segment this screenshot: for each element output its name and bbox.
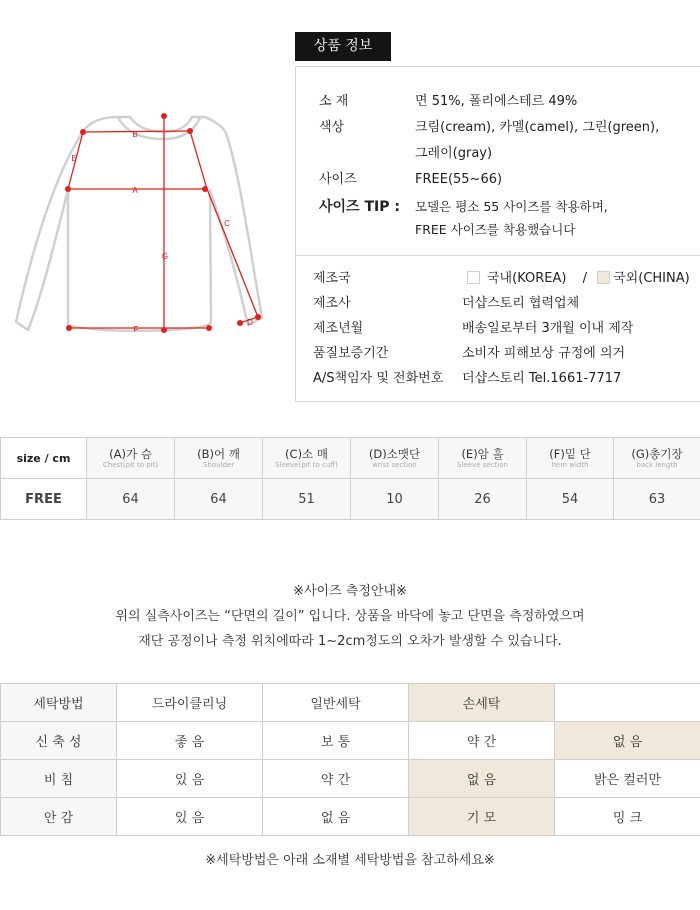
col-sub: Sleeve section [457,460,508,469]
wash-cell [555,684,700,722]
as-label: A/S책임자 및 전화번호 [313,371,444,386]
col-main: (A)가 슴 [109,446,152,461]
warranty-label: 품질보증기간 [313,346,389,361]
size-corner: size / cm [1,438,87,479]
size-table-header [1,438,700,479]
material-label: 소 재 [319,94,349,109]
size-value: FREE(55~66) [415,172,503,187]
col-main: (B)어 깨 [197,446,240,461]
domestic-checkbox [467,271,480,284]
wash-row [1,684,700,722]
wash-cell: 신 축 성 [1,722,117,760]
label-e: E [71,154,77,163]
measurement-points [65,113,261,333]
wash-cell: 일반세탁 [263,684,409,722]
col-sub: back length [636,460,678,469]
maker-value: 더샵스토리 협력업체 [462,296,580,311]
foreign-checkbox [597,271,610,284]
size-col-header [87,438,175,479]
col-main: (G)총기장 [631,446,683,461]
col-main: (E)암 홀 [461,446,504,461]
label-f: F [133,325,139,334]
wash-cell: 약 간 [263,760,409,798]
wash-cell: 세탁방법 [1,684,117,722]
col-sub: Chest(pit to pit) [102,460,159,469]
wash-row [1,798,700,836]
col-main: (D)소맷단 [368,446,421,461]
wash-cell: 안 감 [1,798,117,836]
warranty-value: 소비자 피해보상 규정에 의거 [462,346,626,361]
color-value-line2: 그레이(gray) [415,146,493,161]
country-label: 제조국 [313,271,351,286]
garment-measurement-diagram [0,100,280,345]
size-col-header [527,438,614,479]
col-main: (F)밑 단 [549,446,591,461]
wash-cell-selected: 손세탁 [409,684,555,722]
size-row-label: FREE [1,479,87,520]
col-sub: Shoulder [202,460,235,469]
label-g: G [161,252,169,261]
size-value-cell: 64 [175,479,263,520]
product-info-divider [296,255,700,256]
wash-cell: 드라이클리닝 [117,684,263,722]
size-value-cell: 26 [439,479,527,520]
wash-cell: 약 간 [409,722,555,760]
size-value-cell: 63 [614,479,700,520]
size-value-cell: 51 [263,479,351,520]
wash-cell: 있 음 [117,798,263,836]
wash-cell-selected: 없 음 [555,722,700,760]
size-table [0,437,700,520]
label-c: C [224,219,230,228]
country-separator: / [582,271,587,286]
wash-row [1,722,700,760]
maker-label: 제조사 [313,296,351,311]
wash-cell: 보 통 [263,722,409,760]
size-col-header [614,438,700,479]
size-col-header [351,438,439,479]
wash-cell: 좋 음 [117,722,263,760]
col-sub: Sleeve(pit to cuff) [275,460,338,469]
size-tip-line2: FREE 사이즈를 착용했습니다 [415,222,576,237]
wash-cell: 밍 크 [555,798,700,836]
date-label: 제조년월 [313,321,364,336]
size-label: 사이즈 [319,172,357,187]
label-b: B [132,130,138,139]
color-label: 색상 [319,120,345,135]
size-notice-title: ※사이즈 측정안내※ [293,584,407,599]
country-foreign: 국외(CHINA) [613,271,690,286]
size-value-cell: 10 [351,479,439,520]
wash-cell: 있 음 [117,760,263,798]
size-notice-line2: 재단 공정이나 측정 위치에따라 1~2cm정도의 오차가 발생할 수 있습니다. [138,634,562,649]
wash-cell: 비 침 [1,760,117,798]
date-value: 배송일로부터 3개월 이내 제작 [462,321,634,336]
size-col-header [263,438,351,479]
wash-table [0,683,700,836]
label-a: A [132,186,138,195]
wash-cell: 밝은 컬러만 [555,760,700,798]
country-domestic: 국내(KOREA) [487,271,567,286]
col-sub: wrist section [372,460,417,469]
wash-cell: 없 음 [263,798,409,836]
wash-notice: ※세탁방법은 아래 소재별 세탁방법을 참고하세요※ [205,853,495,868]
size-tip-label: 사이즈 TIP : [319,199,400,215]
size-value-cell: 54 [527,479,614,520]
size-value-cell: 64 [87,479,175,520]
wash-cell-selected: 기 모 [409,798,555,836]
size-table-row [1,479,700,520]
col-sub: hem width [551,460,589,469]
wash-cell-selected: 없 음 [409,760,555,798]
size-col-header [175,438,263,479]
label-d: D [247,318,253,327]
size-tip-line1: 모델은 평소 55 사이즈를 착용하며, [415,199,608,214]
size-col-header [439,438,527,479]
as-value: 더샵스토리 Tel.1661-7717 [462,371,622,386]
wash-row [1,760,700,798]
size-notice-line1: 위의 실측사이즈는 “단면의 길이” 입니다. 상품을 바닥에 놓고 단면을 측정하였으며 [115,609,585,624]
col-main: (C)소 매 [285,446,328,461]
product-info-title: 상품 정보 [295,32,391,61]
material-value: 면 51%, 폴리에스테르 49% [415,94,578,109]
country-value [467,270,690,288]
color-value-line1: 크림(cream), 카멜(camel), 그린(green), [415,120,660,135]
